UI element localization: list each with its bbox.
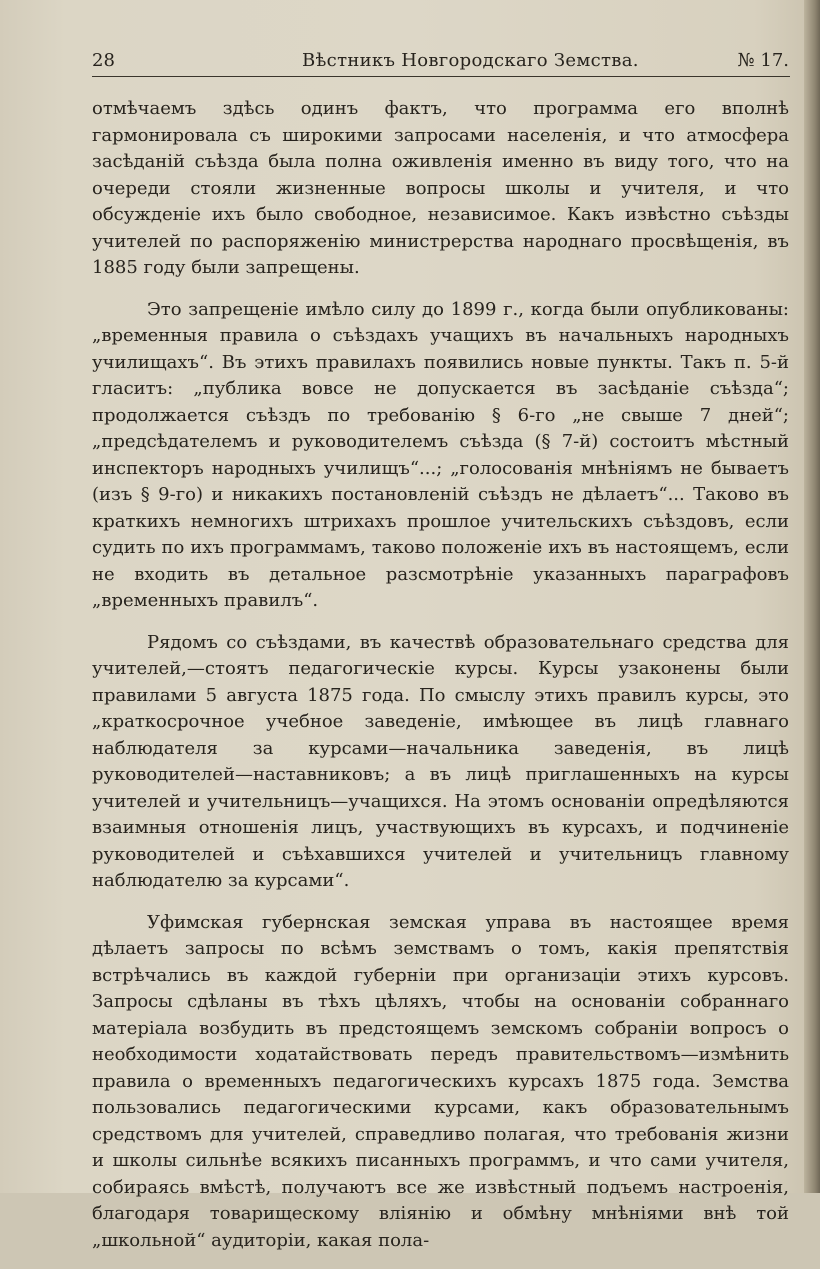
journal-title: Вѣстникъ Новгородскаго Земства.	[302, 50, 639, 71]
page-edge	[804, 0, 820, 1193]
running-header	[92, 50, 789, 74]
article-body	[92, 96, 789, 1269]
header-rule	[92, 76, 790, 77]
paragraph-continuation: отмѣчаемъ здѣсь одинъ фактъ, что программа его вполнѣ гармонировала съ широкими запросами населенія, и что атмосфера засѣданій съѣзда была полна оживленія именно въ виду того, что на очереди стояли жизненные вопросы школы и учителя, и что обсужденіе ихъ было свободное, независимое. Какъ извѣстно съѣзды учителей по распоряженію министрерства народнаго просвѣщенія, въ 1885 году были запрещены.	[92, 98, 789, 278]
paragraph-pedagogical-courses: Рядомъ со съѣздами, въ качествѣ образовательнаго средства для учителей,—стоятъ педагогическіе курсы. Курсы узаконены были правилами 5 августа 1875 года. По смыслу этихъ правилъ курсы, это „краткосрочное учебное заведеніе, имѣющее въ лицѣ главнаго наблюдателя за курсами—начальника заведенія, въ лицѣ руководителей—наставниковъ; а въ лицѣ приглашенныхъ на курсы учителей и учительницъ—учащихся. На этомъ основаніи опредѣляются взаимныя отношенія лицъ, участвующихъ въ курсахъ, и подчиненіе руководителей и съѣхавшихся учителей и учительницъ главному наблюдателю за курсами“.	[92, 631, 789, 891]
paragraph-congress-rules: Это запрещеніе имѣло силу до 1899 г., когда были опубликованы: „временныя правила о съѣздахъ учащихъ въ начальныхъ народныхъ училищахъ“. Въ этихъ правилахъ появились новые пункты. Такъ п. 5-й гласитъ: „публика вовсе не допускается въ засѣданіе съѣзда“; продолжается съѣздъ по требованію § 6-го „не свыше 7 дней“; „предсѣдателемъ и руководителемъ съѣзда (§ 7-й) состоитъ мѣстный инспекторъ народныхъ училищъ“...; „голосованія мнѣніямъ не бываетъ (изъ § 9-го) и никакихъ постановленій съѣздъ не дѣлаетъ“... Таково въ краткихъ немногихъ штрихахъ прошлое учительскихъ съѣздовъ, если судить по ихъ программамъ, таково положеніе ихъ въ настоящемъ, если не входить въ детальное разсмотрѣніе указанныхъ параграфовъ „временныхъ правилъ“.	[92, 298, 789, 611]
issue-number: № 17.	[737, 50, 789, 71]
paragraph-ufa-zemstvo: Уфимская губернская земская управа въ настоящее время дѣлаетъ запросы по всѣмъ земствамъ о томъ, какія препятствія встрѣчались въ каждой губерніи при организаціи этихъ курсовъ. Запросы сдѣланы въ тѣхъ цѣляхъ, чтобы на основаніи собраннаго матеріала возбудить въ предстоящемъ земскомъ собраніи вопросъ о необходимости ходатайствовать передъ правительствомъ—измѣнить правила о временныхъ педагогическихъ курсахъ 1875 года. Земства пользовались педагогическими курсами, какъ образовательнымъ средствомъ для учителей, справедливо полагая, что требованія жизни и школы сильнѣе всякихъ писанныхъ программъ, и что сами учителя, собираясь вмѣстѣ, получаютъ все же извѣстный подъемъ настроенія, благодаря товарищескому вліянію и обмѣну мнѣніями внѣ той „школьной“ аудиторіи, какая пола-	[92, 911, 789, 1251]
page-number: 28	[92, 50, 115, 71]
